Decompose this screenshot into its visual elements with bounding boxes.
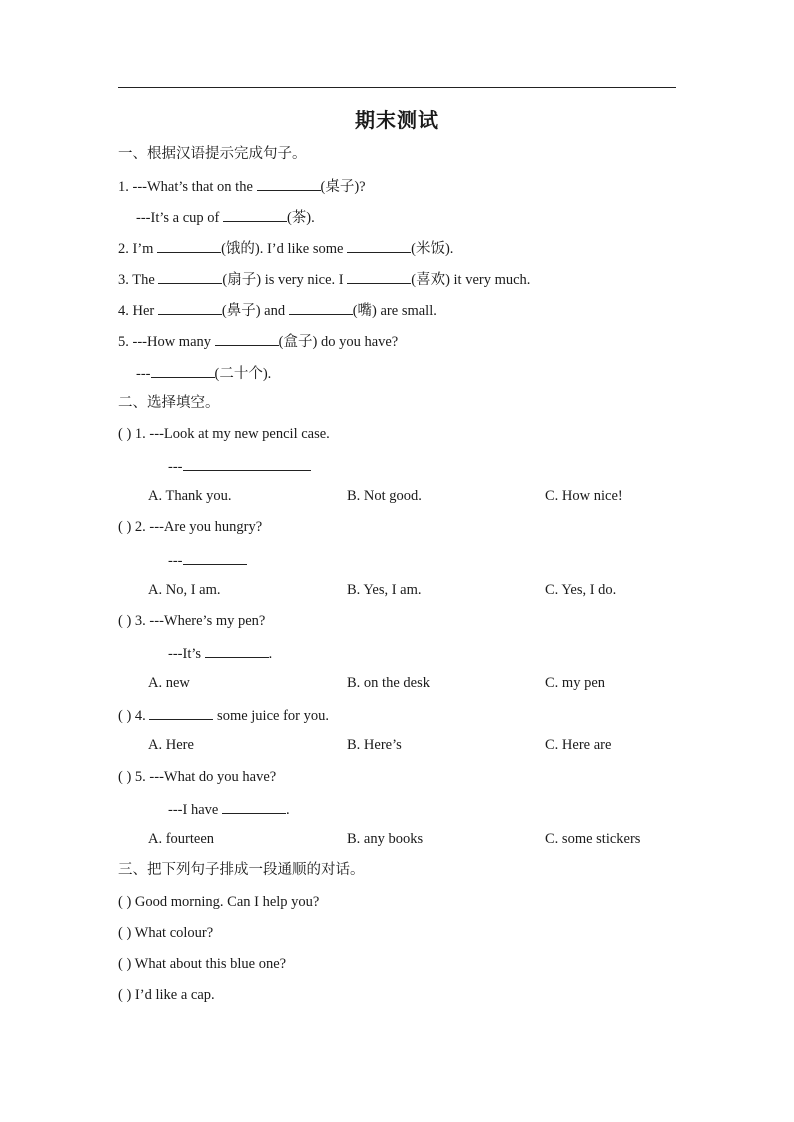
- s2-q2-option-a: A. No, I am.: [148, 582, 221, 598]
- answer-paren[interactable]: ( ): [118, 925, 132, 941]
- s2-q2: [118, 518, 262, 536]
- s1-q5a-hint: (盒子) do you have?: [278, 334, 399, 350]
- s2-q3-option-c: C. my pen: [545, 675, 606, 691]
- s2-q1-option-c: C. How nice!: [545, 488, 623, 504]
- s3-item-text: I’d like a cap.: [134, 987, 215, 1003]
- answer-blank[interactable]: [183, 550, 247, 565]
- answer-paren[interactable]: ( ): [118, 708, 132, 724]
- s2-q3-reply-text: ---It’s: [168, 646, 205, 662]
- s2-q1-stem: 1. ---Look at my new pencil case.: [134, 426, 330, 442]
- s3-item: [118, 955, 286, 973]
- answer-blank[interactable]: [205, 643, 269, 658]
- answer-paren[interactable]: ( ): [118, 956, 132, 972]
- s3-item-text: Good morning. Can I help you?: [134, 894, 320, 910]
- s3-item: [118, 893, 319, 911]
- section2-heading: 二、选择填空。: [118, 395, 220, 411]
- section3-heading: 三、把下列句子排成一段通顺的对话。: [118, 862, 365, 878]
- answer-paren[interactable]: ( ): [118, 987, 132, 1003]
- s1-q1b-hint: (茶).: [286, 210, 315, 226]
- answer-paren[interactable]: ( ): [118, 613, 132, 629]
- s2-q1: [118, 425, 330, 443]
- s2-q4: [118, 705, 329, 725]
- s1-q3: [118, 269, 530, 289]
- s3-item: [118, 986, 215, 1004]
- s2-q1-option-a: A. Thank you.: [148, 488, 232, 504]
- s1-q4: [118, 300, 437, 320]
- s2-q3-option-b: B. on the desk: [347, 675, 430, 691]
- s2-q4-option-a: A. Here: [148, 737, 194, 753]
- s1-q5a: [118, 331, 398, 351]
- s1-q3-text: 3. The: [118, 272, 159, 288]
- s2-q2-option-c: C. Yes, I do.: [545, 582, 617, 598]
- s2-q5: [118, 768, 276, 786]
- s2-q1-option-b: B. Not good.: [347, 488, 422, 504]
- answer-blank[interactable]: [158, 269, 222, 284]
- s1-q4-hint2: (嘴) are small.: [352, 303, 437, 319]
- answer-paren[interactable]: ( ): [118, 519, 132, 535]
- s2-q4-stem-pre: 4.: [134, 708, 150, 724]
- s1-q5b: [136, 363, 271, 383]
- answer-blank[interactable]: [215, 331, 279, 346]
- answer-blank[interactable]: [289, 300, 353, 315]
- s2-q3-option-a: A. new: [148, 675, 190, 691]
- s1-q5a-text: 5. ---How many: [118, 334, 215, 350]
- answer-blank[interactable]: [151, 363, 215, 378]
- answer-blank[interactable]: [347, 238, 411, 253]
- s2-q4-option-c: C. Here are: [545, 737, 612, 753]
- s1-q3-hint1: (扇子) is very nice. I: [222, 272, 348, 288]
- s1-q4-text: 4. Her: [118, 303, 158, 319]
- answer-paren[interactable]: ( ): [118, 894, 132, 910]
- s2-q1-reply: [168, 456, 311, 476]
- s1-q2-hint1: (饿的). I’d like some: [221, 241, 348, 257]
- s1-q1a-text: 1. ---What’s that on the: [118, 179, 257, 195]
- s1-q2: [118, 238, 453, 258]
- s3-item-text: What about this blue one?: [134, 956, 287, 972]
- s1-q1b: [136, 207, 315, 227]
- s1-q1a: [118, 176, 366, 196]
- s1-q1b-text: ---It’s a cup of: [136, 210, 223, 226]
- s2-q3-stem: 3. ---Where’s my pen?: [134, 613, 266, 629]
- answer-blank[interactable]: [149, 705, 213, 720]
- section1-heading: 一、根据汉语提示完成句子。: [118, 146, 307, 162]
- s2-q5-reply: [168, 799, 290, 819]
- answer-blank[interactable]: [158, 300, 222, 315]
- s1-q2-text: 2. I’m: [118, 241, 158, 257]
- s1-q3-hint2: (喜欢) it very much.: [411, 272, 531, 288]
- s2-q5-option-b: B. any books: [347, 831, 424, 847]
- s2-q2-stem: 2. ---Are you hungry?: [134, 519, 263, 535]
- s2-q5-option-c: C. some stickers: [545, 831, 641, 847]
- answer-blank[interactable]: [257, 176, 321, 191]
- header-rule: [118, 87, 676, 88]
- s2-q5-reply-end: .: [285, 802, 290, 818]
- answer-paren[interactable]: ( ): [118, 426, 132, 442]
- s1-q5b-hint: (二十个).: [214, 366, 272, 382]
- s2-q2-reply: [168, 550, 247, 570]
- s2-q3-reply-end: .: [268, 646, 273, 662]
- answer-blank[interactable]: [223, 207, 287, 222]
- s2-q2-reply-text: ---: [168, 553, 183, 569]
- s2-q4-option-b: B. Here’s: [347, 737, 402, 753]
- s2-q3-reply: [168, 643, 272, 663]
- page-title: 期末测试: [355, 110, 439, 132]
- s3-item-text: What colour?: [134, 925, 214, 941]
- s1-q1a-hint: (桌子)?: [320, 179, 366, 195]
- answer-paren[interactable]: ( ): [118, 769, 132, 785]
- s2-q4-stem-post: some juice for you.: [213, 708, 329, 724]
- s1-q5b-text: ---: [136, 366, 151, 382]
- s2-q5-option-a: A. fourteen: [148, 831, 215, 847]
- s3-item: [118, 924, 213, 942]
- answer-blank[interactable]: [222, 799, 286, 814]
- answer-blank[interactable]: [183, 456, 311, 471]
- s1-q4-hint1: (鼻子) and: [221, 303, 289, 319]
- s2-q2-option-b: B. Yes, I am.: [347, 582, 422, 598]
- s2-q1-reply-text: ---: [168, 459, 183, 475]
- s2-q3: [118, 612, 265, 630]
- s2-q5-reply-text: ---I have: [168, 802, 222, 818]
- s1-q2-hint2: (米饭).: [411, 241, 454, 257]
- answer-blank[interactable]: [157, 238, 221, 253]
- s2-q5-stem: 5. ---What do you have?: [134, 769, 277, 785]
- answer-blank[interactable]: [347, 269, 411, 284]
